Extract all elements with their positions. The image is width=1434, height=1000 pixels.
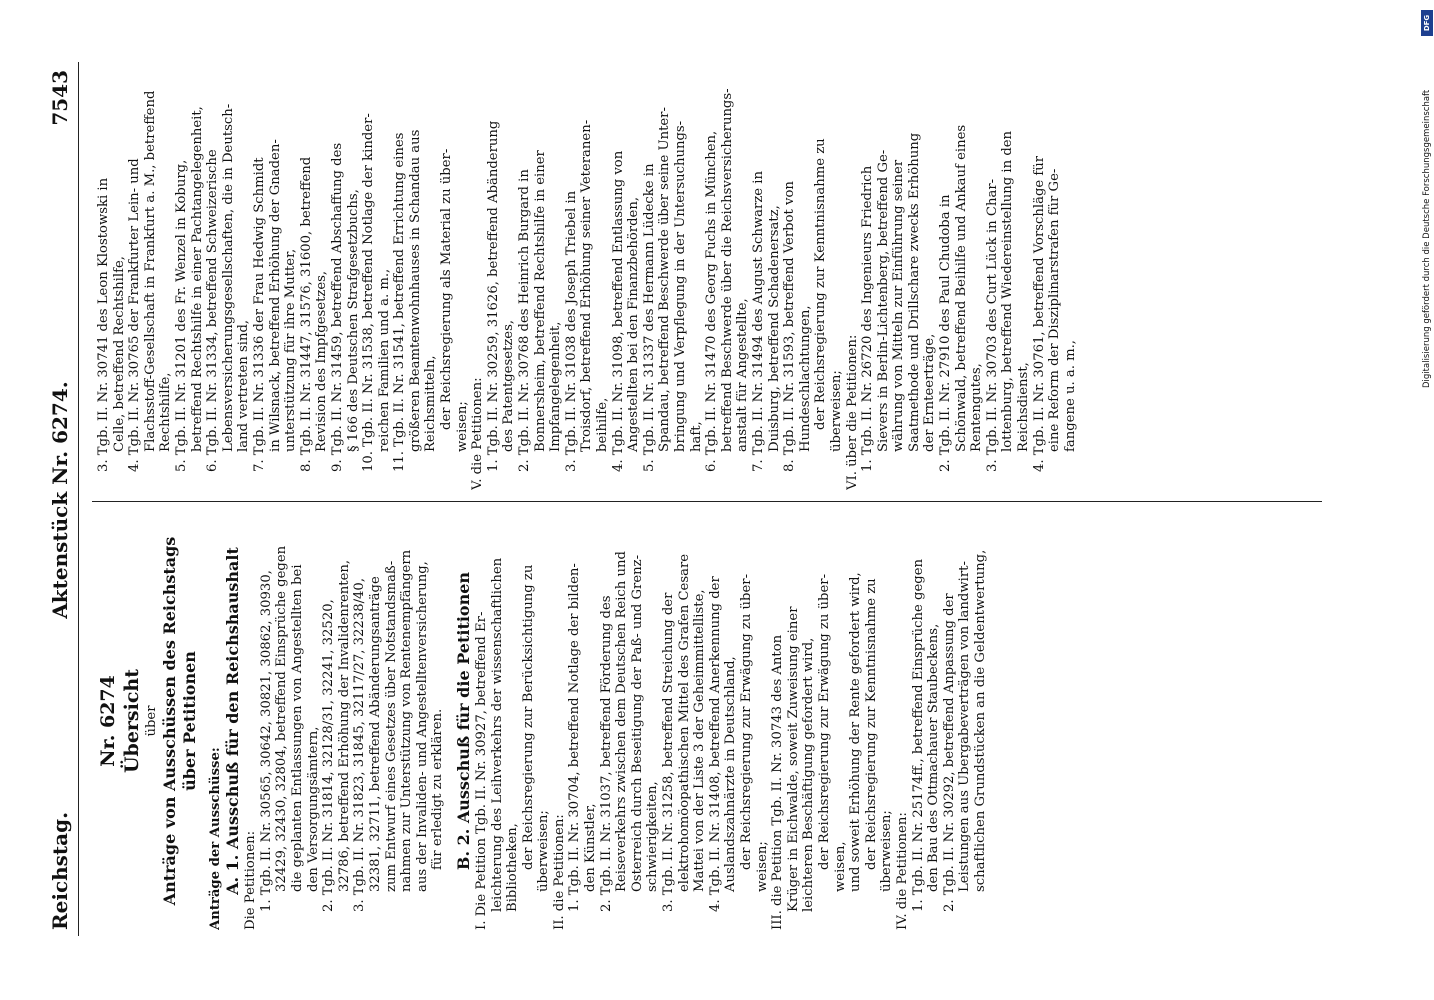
text-line: Bibliotheken,	[505, 823, 521, 912]
spacer	[446, 512, 454, 930]
text-line: 2. Tgb. II. Nr. 27910 des Paul Chudoba in	[938, 194, 954, 472]
text-line: schaftlichen Grundstücken an die Geldentwertung,	[972, 549, 988, 892]
text-line: den Versorgungsämtern,	[305, 726, 321, 892]
text-line: nahmen zur Unterstützung von Rentenempfängern	[399, 549, 415, 892]
text-line: Reiseverkehrs zwischen dem Deutschen Reich und	[614, 551, 630, 892]
text-line: leichterung des Leihverkehrs der wissenschaftlichen	[489, 557, 505, 912]
text-line: betreffend Beschwerde über die Reichsversicherungs-	[719, 88, 735, 452]
text-line: reichen Familien und a. m.,	[376, 268, 392, 452]
text-line: Hundeschlachtungen,	[797, 305, 813, 452]
header-left: Reichstag.	[48, 811, 72, 930]
text-line: B. 2. Ausschuß für die Petitionen	[453, 571, 473, 871]
text-line: Anträge von Ausschüssen des Reichstags	[159, 536, 179, 906]
text-line: Angestellten bei den Finanzbehörden,	[626, 196, 642, 452]
text-line: 3. Tgb. II. Nr. 31038 des Joseph Triebel in	[563, 190, 579, 472]
text-line: 6. Tgb. II. Nr. 31470 des Georg Fuchs in München,	[704, 130, 720, 472]
text-line: Rentengutes,	[969, 363, 985, 452]
text-line: über Petitionen	[179, 651, 199, 791]
text-line: lottenburg, betreffend Wiedereinstellung in den	[1000, 130, 1016, 452]
text-line: II. die Petitionen:	[551, 814, 567, 930]
text-line: elektrohomöopathischen Mittel des Grafen Cesare	[676, 553, 692, 892]
text-line: 8. Tgb. II. Nr. 31447, 31576, 31600, betreffend	[298, 156, 314, 472]
text-line: eine Reform der Disziplinarstrafen für Ge-	[1047, 168, 1063, 452]
text-line: 2. Tgb. II. Nr. 31814, 32128/31, 32241, 32520,	[321, 599, 337, 912]
text-line: III. die Petition Tgb. II. Nr. 30743 des Anton	[770, 634, 786, 930]
text-line: land vertreten sind,	[236, 319, 252, 452]
text-line: 1. Tgb. II. Nr. 26720 des Ingenieurs Friedrich	[860, 165, 876, 472]
text-line: Saatmethode und Drillschare zwecks Erhöhung	[906, 132, 922, 452]
header-rule	[78, 62, 79, 936]
text-line: Mattei von der Liste 3 der Geheimmittelliste,	[692, 589, 708, 892]
text-line: überweisen;	[828, 370, 844, 452]
text-line: 1. Tgb. II. Nr. 30704, betreffend Notlage der bilden-	[567, 563, 583, 912]
text-line: Österreich durch Beseitigung der Paß- und Grenz-	[629, 554, 645, 892]
text-line: Lebensversicherungsgesellschaften, die in Deutsch-	[220, 103, 236, 452]
text-line: betreffend Rechtshilfe in einer Pachtangelegenheit,	[189, 106, 205, 452]
text-line: der Reichsregierung zur Kenntnisnahme zu	[863, 578, 879, 870]
text-line: Sievers in Berlin-Lichtenberg, betreffend Ge-	[875, 149, 891, 452]
text-line: 8. Tgb. II. Nr. 31593, betreffend Verbot von	[782, 181, 798, 472]
text-line: der Reichsregierung zur Kenntnisnahme zu	[813, 138, 829, 430]
text-line: Bonnersheim, betreffend Rechtshilfe in einer	[532, 150, 548, 452]
text-line: überweisen;	[879, 810, 895, 892]
text-line: unterstützung für ihre Mutter,	[283, 248, 299, 452]
text-line: V. die Petitionen:	[470, 377, 486, 490]
text-line: größeren Beamtenwohnhauses in Schandau aus	[407, 129, 423, 452]
text-line: der Reichsregierung als Material zu über-	[439, 148, 455, 430]
text-line: Impfangelegenheit,	[548, 321, 564, 452]
right-column	[96, 70, 1078, 490]
text-line: Troisdorf, betreffend Erhöhung seiner Veteranen-	[579, 119, 595, 452]
text-line: haft,	[688, 421, 704, 452]
text-line: 32429, 32430, 32804, betreffend Einsprüche gegen	[274, 545, 290, 892]
text-line: weisen,	[832, 841, 848, 892]
text-line: die geplanten Entlassungen von Angestellten bei	[289, 564, 305, 892]
text-line: der Reichsregierung zur Erwägung zu über-	[816, 573, 832, 870]
page-number: 7543	[48, 70, 72, 126]
text-line: Reichsmitteln,	[423, 355, 439, 452]
text-line: und soweit Erhöhung der Rente gefordert wird,	[848, 572, 864, 892]
text-line: der Reichsregierung zur Erwägung zu über-	[739, 573, 754, 870]
dfg-logo-text: DFG	[1423, 14, 1431, 32]
spacer	[200, 512, 208, 930]
text-line: beihilfe,	[595, 397, 610, 452]
text-line: 32786, betreffend Erhöhung der Invalidenrenten,	[336, 559, 352, 892]
text-line: 7. Tgb. II. Nr. 31336 der Frau Hedwig Schmidt	[251, 157, 267, 472]
text-line: 7. Tgb. II. Nr. 31494 des August Schwarze in	[750, 171, 766, 472]
text-line: über	[144, 705, 159, 737]
text-line: Flachsstoff-Gesellschaft in Frankfurt a. M., betreffend	[142, 90, 158, 452]
text-line: Auslandszahnärzte in Deutschland,	[723, 656, 739, 892]
text-line: zum Entwurf eines Gesetzes über Notstandsmaß-	[383, 560, 399, 892]
text-line: 10. Tgb. II. Nr. 31538, betreffend Notlage der kinder-	[361, 113, 377, 472]
text-line: 3. Tgb. II. Nr. 30703 des Curt Lück in Char-	[984, 178, 1000, 472]
text-line: fangene u. a. m.,	[1062, 340, 1078, 452]
digitization-note-text: Digitalisierung gefördert durch die Deutsche Forschungsgemeinschaft	[1422, 89, 1432, 388]
text-line: den Künstler,	[583, 803, 599, 892]
text-line: 3. Tgb. II. Nr. 30741 des Leon Klostowski in	[96, 177, 111, 472]
text-line: Die Petitionen:	[243, 830, 259, 930]
text-line: aus der Invaliden- und Angestelltenversicherung,	[414, 561, 430, 892]
text-line: 4. Tgb. II. Nr. 30761, betreffend Vorschläge für	[1031, 155, 1047, 472]
header-center: Aktenstück Nr. 6274.	[48, 381, 72, 619]
text-line: weisen;	[454, 401, 470, 452]
text-line: 3. Tgb. II. Nr. 31258, betreffend Streichung der	[661, 592, 677, 912]
text-line: 4. Tgb. II. Nr. 31408, betreffend Anerkennung der	[707, 576, 723, 912]
text-line: 1. Tgb. II. Nr. 25174ff., betreffend Einsprüche gegen	[910, 558, 926, 912]
text-line: 4. Tgb. II. Nr. 30765 der Frankfurter Lein- und	[127, 158, 143, 472]
text-line: Celle, betreffend Rechtshilfe,	[111, 256, 127, 452]
text-line: überweisen;	[536, 810, 552, 892]
text-line: Rechtshilfe,	[158, 372, 174, 452]
text-line: 1. Tgb. II. Nr. 30565, 30642, 30821, 30862, 30930,	[258, 570, 274, 912]
text-line: für erledigt zu erklären.	[430, 708, 446, 870]
text-line: A. 1. Ausschuß für den Reichshaushalt	[223, 547, 243, 895]
text-line: des Patentgesetzes,	[501, 319, 517, 452]
text-line: Schönwald, betreffend Beihilfe und Ankauf eines	[953, 124, 969, 452]
text-line: 11. Tgb. II. Nr. 31541, betreffend Errichtung eines	[392, 132, 408, 472]
text-line: Leistungen aus Übergabeverträgen von landwirt-	[957, 561, 973, 892]
text-line: weisen;	[754, 841, 770, 892]
text-line: Spandau, betreffend Beschwerde über seine Unter-	[657, 107, 673, 452]
text-line: 2. Tgb. II. Nr. 31037, betreffend Förderung des	[598, 595, 614, 912]
text-line: IV. die Petitionen:	[894, 812, 910, 930]
text-line: schwierigkeiten,	[645, 781, 661, 892]
left-column	[96, 512, 989, 930]
text-line: 32381, 32711, betreffend Abänderungsanträge	[367, 576, 383, 892]
text-line: der Ernteerträge,	[922, 333, 938, 452]
column-divider	[92, 501, 1322, 502]
text-line: leichteren Beschäftigung gefordert wird,	[801, 637, 817, 912]
text-line: Reichsdienst,	[1016, 362, 1032, 452]
text-line: den Bau des Ottmachauer Staubeckens,	[926, 623, 942, 892]
text-line: 1. Tgb. II. Nr. 30259, 31626, betreffend Abänderung	[485, 120, 501, 472]
text-line: § 166 des Deutschen Strafgesetzbuchs,	[345, 189, 361, 452]
text-line: Anträge der Ausschüsse:	[207, 747, 223, 930]
text-line: Krüger in Eichwalde, soweit Zuweisung einer	[785, 606, 801, 912]
text-line: 2. Tgb. II. Nr. 30292, betreffend Anpassung der	[941, 593, 957, 912]
text-line: 5. Tgb. II. Nr. 31337 des Hermann Lüdecke in	[641, 163, 657, 472]
digitization-note	[1420, 8, 1434, 994]
text-line: anstalt für Angestellte,	[735, 298, 751, 452]
text-line: in Wilsnack, betreffend Erhöhung der Gnaden-	[267, 139, 283, 452]
text-line: 5. Tgb. II. Nr. 31201 des Fr. Wenzel in Koburg,	[173, 159, 189, 472]
running-header	[48, 0, 72, 1000]
text-line: bringung und Verpflegung in der Untersuchungs-	[672, 120, 688, 452]
text-line: 6. Tgb. II. Nr. 31334, betreffend Schweizerische	[205, 149, 221, 472]
text-line: 4. Tgb. II. Nr. 31098, betreffend Entlassung von	[610, 150, 626, 472]
text-line: 2. Tgb. II. Nr. 30768 des Heinrich Burgard in	[517, 169, 533, 472]
text-line: Revision des Impfgesetzes,	[314, 270, 330, 452]
text-line: Übersicht	[121, 668, 143, 774]
text-line: der Reichsregierung zur Berücksichtigung zu	[520, 564, 536, 870]
text-line: I. Die Petition Tgb. II. Nr. 30927, betreffend Er-	[473, 611, 489, 930]
text-line: VI. über die Petitionen:	[844, 334, 860, 490]
text-line: 3. Tgb. II. Nr. 31823, 31845, 32117/27, 32238/40,	[352, 577, 368, 912]
text-line: 9. Tgb. II. Nr. 31459, betreffend Abschaffung des	[329, 142, 345, 472]
text-line: währung von Mitteln zur Einführung seiner	[891, 159, 907, 452]
text-line: Duisburg, betreffend Schadenersatz,	[766, 205, 782, 452]
text-line: Nr. 6274	[97, 675, 119, 767]
